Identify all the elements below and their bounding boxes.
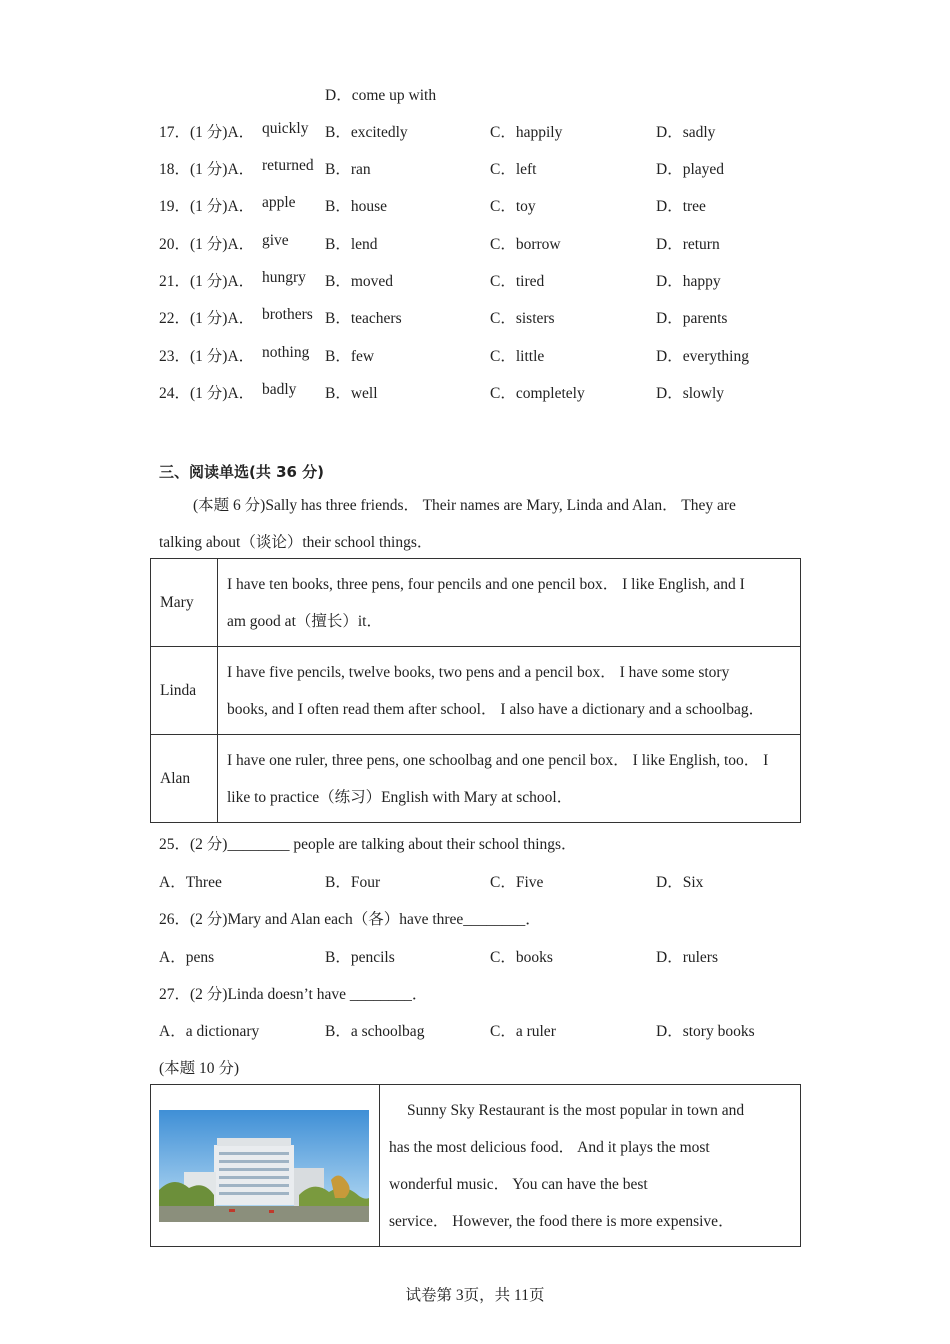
question-number: 17．(1 分)A． [159,124,255,141]
question-number: 21．(1 分)A． [159,273,255,290]
option-b: B．excitedly [325,124,408,141]
restaurant-image-cell [151,1085,380,1247]
table-row [151,559,801,647]
question-27-stem: 27．(2 分)Linda doesn’t have ________． [159,986,428,1003]
option-c: C．a ruler [490,1023,556,1040]
option-d: D．rulers [656,949,718,966]
option-c: C．tired [490,273,545,290]
option-a: brothers [262,306,313,323]
passage-intro-line1: (本题 6 分)Sally has three friends． Their names are Mary, Linda and Alan． They are [193,497,736,514]
option-c: C．toy [490,198,536,215]
passage-line: wonderful music． You can have the best [389,1175,648,1193]
table-row [151,735,801,823]
option-b: B．well [325,385,378,402]
friend-text-line: like to practice（练习）English with Mary at school． [227,788,573,806]
option-a: A．a dictionary [159,1023,260,1040]
option-d: D．played [656,161,725,178]
question-number: 18．(1 分)A． [159,161,255,178]
question-26-stem: 26．(2 分)Mary and Alan each（各）have three________． [159,911,541,928]
option-d: D．slowly [656,385,725,402]
option-a: A．Three [159,874,222,891]
option-a: give [262,232,289,249]
option-d: D．Six [656,874,704,891]
option-b: B．few [325,348,375,365]
option-a: A．pens [159,949,215,966]
option-c: C．left [490,161,537,178]
option-b: B．house [325,198,388,215]
option-a: badly [262,381,297,398]
option-b: B．ran [325,161,371,178]
option-d: D．return [656,236,720,253]
option-b: B．Four [325,874,381,891]
option-a: quickly [262,120,309,137]
restaurant-table [150,1084,801,1247]
restaurant-passage [380,1085,801,1247]
option-c: C．completely [490,385,585,402]
option-d: D．tree [656,198,706,215]
passage-intro-line2: talking about（谈论）their school things． [159,534,433,551]
passage-line: service． However, the food there is more expensive． [389,1212,734,1230]
question-number: 24．(1 分)A． [159,385,255,402]
option-b: B．teachers [325,310,402,327]
option-c: C．Five [490,874,544,891]
friend-text-line: am good at（擅长）it． [227,612,382,630]
question-number: 23．(1 分)A． [159,348,255,365]
passage-line: Sunny Sky Restaurant is the most popular in town and [407,1101,745,1119]
friend-name: Mary [151,559,218,647]
prev-option-d: D．come up with [325,87,437,104]
question-number: 22．(1 分)A． [159,310,255,327]
question-number: 19．(1 分)A． [159,198,255,215]
option-d: D．sadly [656,124,716,141]
option-d: D．parents [656,310,728,327]
option-a: hungry [262,269,306,286]
option-c: C．books [490,949,553,966]
page-footer: 试卷第 3页，共 11页 [405,1287,545,1304]
option-a: apple [262,194,296,211]
friend-name: Alan [151,735,218,823]
friends-table [150,558,801,823]
question-25-stem: 25．(2 分)________ people are talking about their school things． [159,836,577,853]
option-d: D．happy [656,273,721,290]
option-b: B．moved [325,273,394,290]
friend-text-line: I have one ruler, three pens, one schoolbag and one pencil box． I like English, too． I [227,751,769,769]
friend-text [218,647,801,735]
option-d: D．story books [656,1023,755,1040]
friend-text-line: I have ten books, three pens, four pencils and one pencil box． I like English, and I [227,575,745,593]
option-d: D．everything [656,348,749,365]
friend-text [218,735,801,823]
section-heading: 三、阅读单选(共 36 分) [159,463,325,481]
passage-line: has the most delicious food． And it plays the most [389,1138,710,1156]
option-c: C．happily [490,124,563,141]
option-a: nothing [262,344,310,361]
option-b: B．a schoolbag [325,1023,425,1040]
table-row [151,647,801,735]
friend-name: Linda [151,647,218,735]
restaurant-photo [159,1110,369,1222]
friend-text-line: books, and I often read them after school． I also have a dictionary and a schoolbag． [227,700,765,718]
option-c: C．little [490,348,545,365]
friend-text [218,559,801,647]
option-a: returned [262,157,314,174]
option-c: C．borrow [490,236,561,253]
friend-text-line: I have five pencils, twelve books, two pens and a pencil box． I have some story [227,663,730,681]
option-b: B．lend [325,236,378,253]
option-b: B．pencils [325,949,395,966]
part2-label: (本题 10 分) [159,1060,240,1077]
option-c: C．sisters [490,310,555,327]
question-number: 20．(1 分)A． [159,236,255,253]
